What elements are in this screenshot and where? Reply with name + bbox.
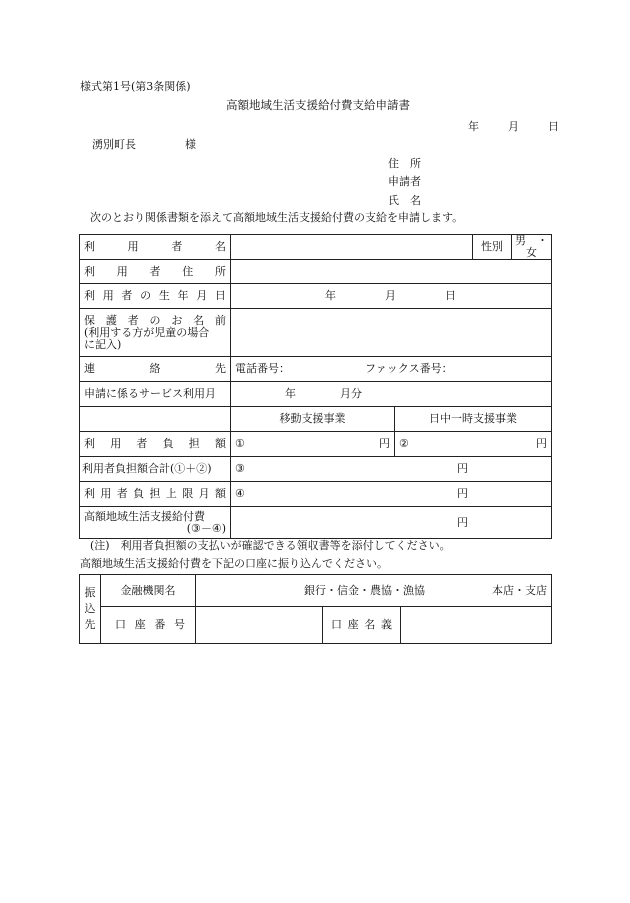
row-user-address [80,260,552,284]
col-header-daytime: 日中一時支援事業 [395,407,552,432]
mark-2: ② [399,437,409,450]
blank-header-cell [80,407,231,432]
row-user-name [80,235,552,260]
user-name-input[interactable] [231,235,473,260]
benefit-label-line1: 高額地域生活支援給付費 [84,509,205,523]
date-line [468,120,559,134]
user-name-label: 利 用 者 名 [80,235,231,260]
application-table [79,234,559,539]
addressee [92,138,196,152]
bank-table [79,574,552,644]
note-text: (注) 利用者負担額の支払いが確認できる領収書等を添付してください。 [90,539,451,552]
user-address-label: 利 用 者 住 所 [80,260,231,284]
dob-month-unit: 月 [385,289,396,302]
burden-mobility-input[interactable] [231,432,395,457]
contact-input[interactable] [231,357,552,382]
col-header-mobility: 移動支援事業 [231,407,395,432]
addressee-name: 湧別町長 [92,138,136,151]
burden-label: 利 用 者 負 担 額 [80,432,231,457]
burden-total-label: 利用者負担額合計(①＋②) [80,457,231,482]
row-limit [80,482,552,507]
limit-label: 利 用 者 負 担 上 限 月 額 [80,482,231,507]
service-month-year: 年 [285,387,296,400]
guardian-label-line2: (利用する方が児童の場合 [84,325,210,339]
row-benefit [80,507,552,539]
guardian-label: 保 護 者 の お 名 前 (利用する方が児童の場合 に記入) [80,309,231,357]
date-year: 年 [468,120,479,133]
yen-unit-4: 円 [457,487,468,500]
row-burden-total [80,457,552,482]
benefit-label [80,507,231,539]
transfer-side-label: 振 込 先 [80,575,101,644]
gender-options[interactable]: 男 ・ 女 [512,235,552,260]
service-month-label: 申請に係るサービス利用月 [80,382,231,407]
institution-input[interactable] [196,575,552,607]
dob-year-unit: 年 [325,289,336,302]
burden-total-input[interactable] [231,457,552,482]
applicant-label: 申請者 [388,175,421,188]
row-service-month [80,382,552,407]
row-contact [80,357,552,382]
bank-row-institution [80,575,552,607]
bank-row-account [80,607,552,644]
applicant-address-label: 住 所 [388,157,421,170]
addressee-suffix: 様 [185,138,196,151]
user-address-input[interactable] [231,260,552,284]
burden-daytime-input[interactable] [395,432,552,457]
yen-unit-3: 円 [457,462,468,475]
limit-input[interactable] [231,482,552,507]
account-name-label: 口 座 名 義 [323,607,401,644]
row-dob [80,284,552,309]
dob-input[interactable] [231,284,552,309]
dob-label: 利 用 者 の 生 年 月 日 [80,284,231,309]
account-name-input[interactable] [401,607,552,644]
yen-unit-1: 円 [379,437,390,450]
service-month-unit: 月分 [340,387,362,400]
gender-label: 性別 [473,235,512,260]
account-number-input[interactable] [196,607,323,644]
guardian-label-line3: に記入) [84,337,122,351]
applicant-name-label: 氏 名 [388,194,421,207]
benefit-label-line2: (③－④) [186,521,226,535]
yen-unit-2: 円 [536,437,547,450]
intro-text: 次のとおり関係書類を添えて高額地域生活支援給付費の支給を申請します。 [90,211,464,224]
guardian-input[interactable] [231,309,552,357]
institution-types: 銀行・信金・農協・漁協 [304,583,425,597]
mark-4: ④ [235,487,245,500]
form-title: 高額地域生活支援給付費支給申請書 [226,98,410,112]
form-number: 様式第1号(第3条関係) [80,80,191,93]
row-burden [80,432,552,457]
date-month: 月 [508,120,519,133]
date-day: 日 [548,120,559,133]
fax-label: ファックス番号： [365,362,453,375]
yen-unit-5: 円 [457,515,468,529]
row-column-headers [80,407,552,432]
mark-1: ① [235,437,245,450]
branch-types: 本店・支店 [492,583,547,597]
account-number-label: 口 座 番 号 [101,607,196,644]
mark-3: ③ [235,462,245,475]
service-month-input[interactable] [231,382,552,407]
phone-label: 電話番号： [235,362,290,375]
benefit-input[interactable] [231,507,552,539]
transfer-intro: 高額地域生活支援給付費を下記の口座に振り込んでください。 [80,557,388,570]
dob-day-unit: 日 [445,289,456,302]
contact-label: 連 絡 先 [80,357,231,382]
row-guardian [80,309,552,357]
institution-label: 金融機関名 [101,575,196,607]
